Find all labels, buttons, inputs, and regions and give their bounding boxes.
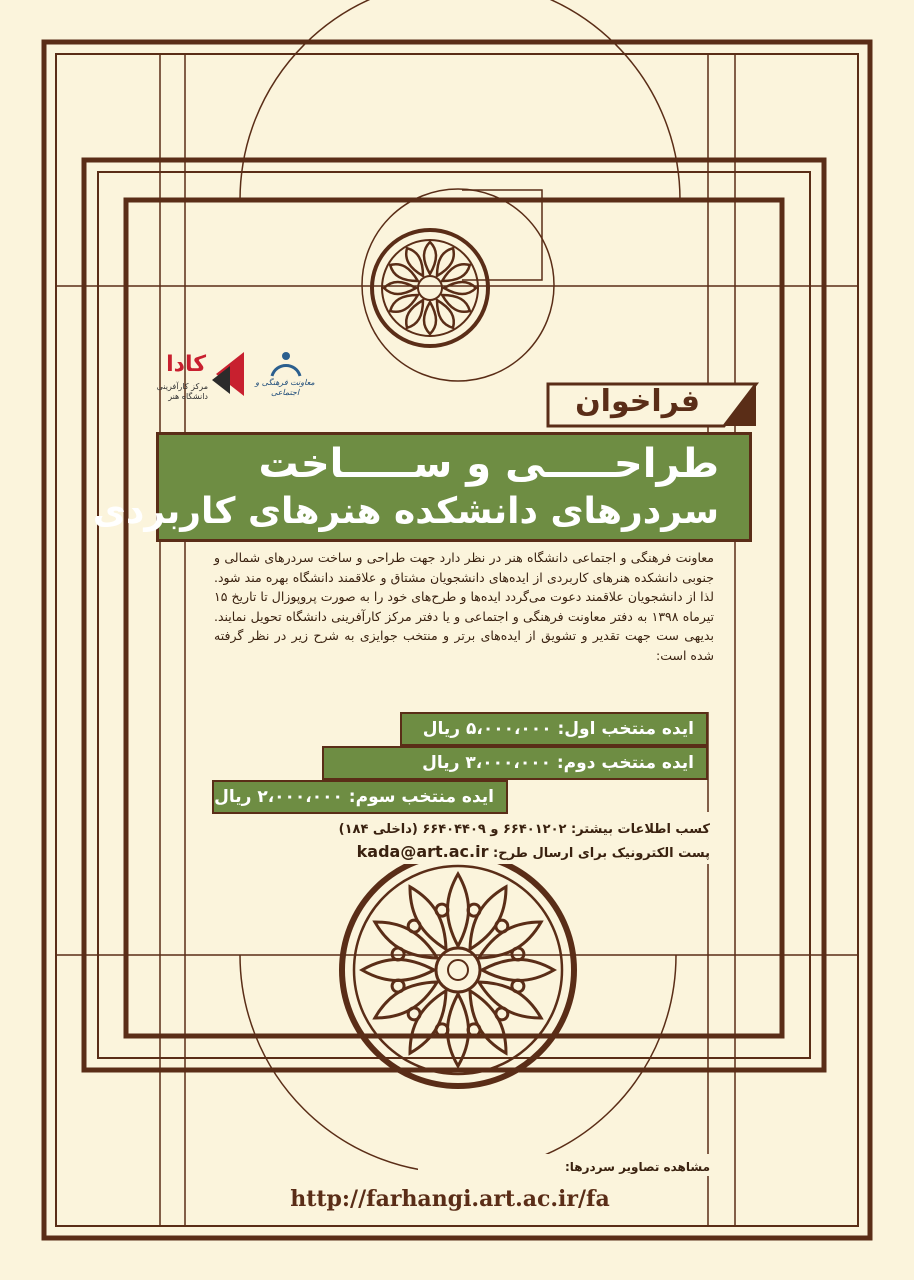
department-logo-subtitle: معاونت فرهنگی و اجتماعی: [255, 378, 315, 397]
title-line-2: سردرهای دانشکده هنرهای کاربردی: [92, 491, 719, 532]
prize-third: ایده منتخب سوم: ۲،۰۰۰،۰۰۰ ریال: [212, 780, 508, 814]
email-line: [240, 842, 710, 861]
kada-logo-text: کادا: [166, 352, 206, 377]
kada-logo: [148, 352, 244, 412]
contact-info: کسب اطلاعات بیشتر: ۶۶۴۰۱۲۰۲ و ۶۶۴۰۴۴۰۹ (داخلی ۱۸۴): [338, 822, 710, 837]
call-banner: [548, 382, 758, 426]
call-label: فراخوان: [575, 384, 700, 419]
department-emblem-icon: [250, 350, 320, 378]
website-link[interactable]: http://farhangi.art.ac.ir/fa: [290, 1186, 610, 1212]
prize-second: ایده منتخب دوم: ۳،۰۰۰،۰۰۰ ریال: [322, 746, 708, 780]
email-label: پست الکترونیک برای ارسال طرح:: [493, 846, 710, 861]
email-address[interactable]: kada@art.ac.ir: [356, 842, 489, 861]
title-banner: [92, 432, 752, 542]
prize-first: ایده منتخب اول: ۵،۰۰۰،۰۰۰ ریال: [400, 712, 708, 746]
announcement-paragraph: معاونت فرهنگی و اجتماعی دانشگاه هنر در نظر دارد جهت طراحی و ساخت سردرهای شمالی و جنوبی دانشکده هنرهای کاربردی از ایده‌های دانشجویان مشتاق و علاقمند دانشگاه بهره مند شود. لذا از دانشجویان علاقمند دعوت می‌گردد ایده‌ها و طرح‌های خود را به صورت پروپوزال تا تاریخ ۱۵ تیرماه ۱۳۹۸ به دفتر معاونت فرهنگی و اجتماعی و یا دفتر مرکز کارآفرینی دانشگاه تحویل نمایند. بدیهی ست جهت تقدیر و تشویق از ایده‌های برتر و منتخب جوایزی به شرح زیر در نظر گرفته شده است:: [214, 550, 714, 663]
kada-logo-subtitle: مرکز کارآفرینی دانشگاه هنر: [156, 382, 208, 401]
kada-mark-icon: [210, 352, 244, 402]
cultural-department-logo: [250, 350, 320, 410]
title-line-1: طراحـــــی و ســـــاخت: [258, 441, 719, 487]
view-images-label: مشاهده تصاویر سردرها:: [564, 1160, 710, 1174]
